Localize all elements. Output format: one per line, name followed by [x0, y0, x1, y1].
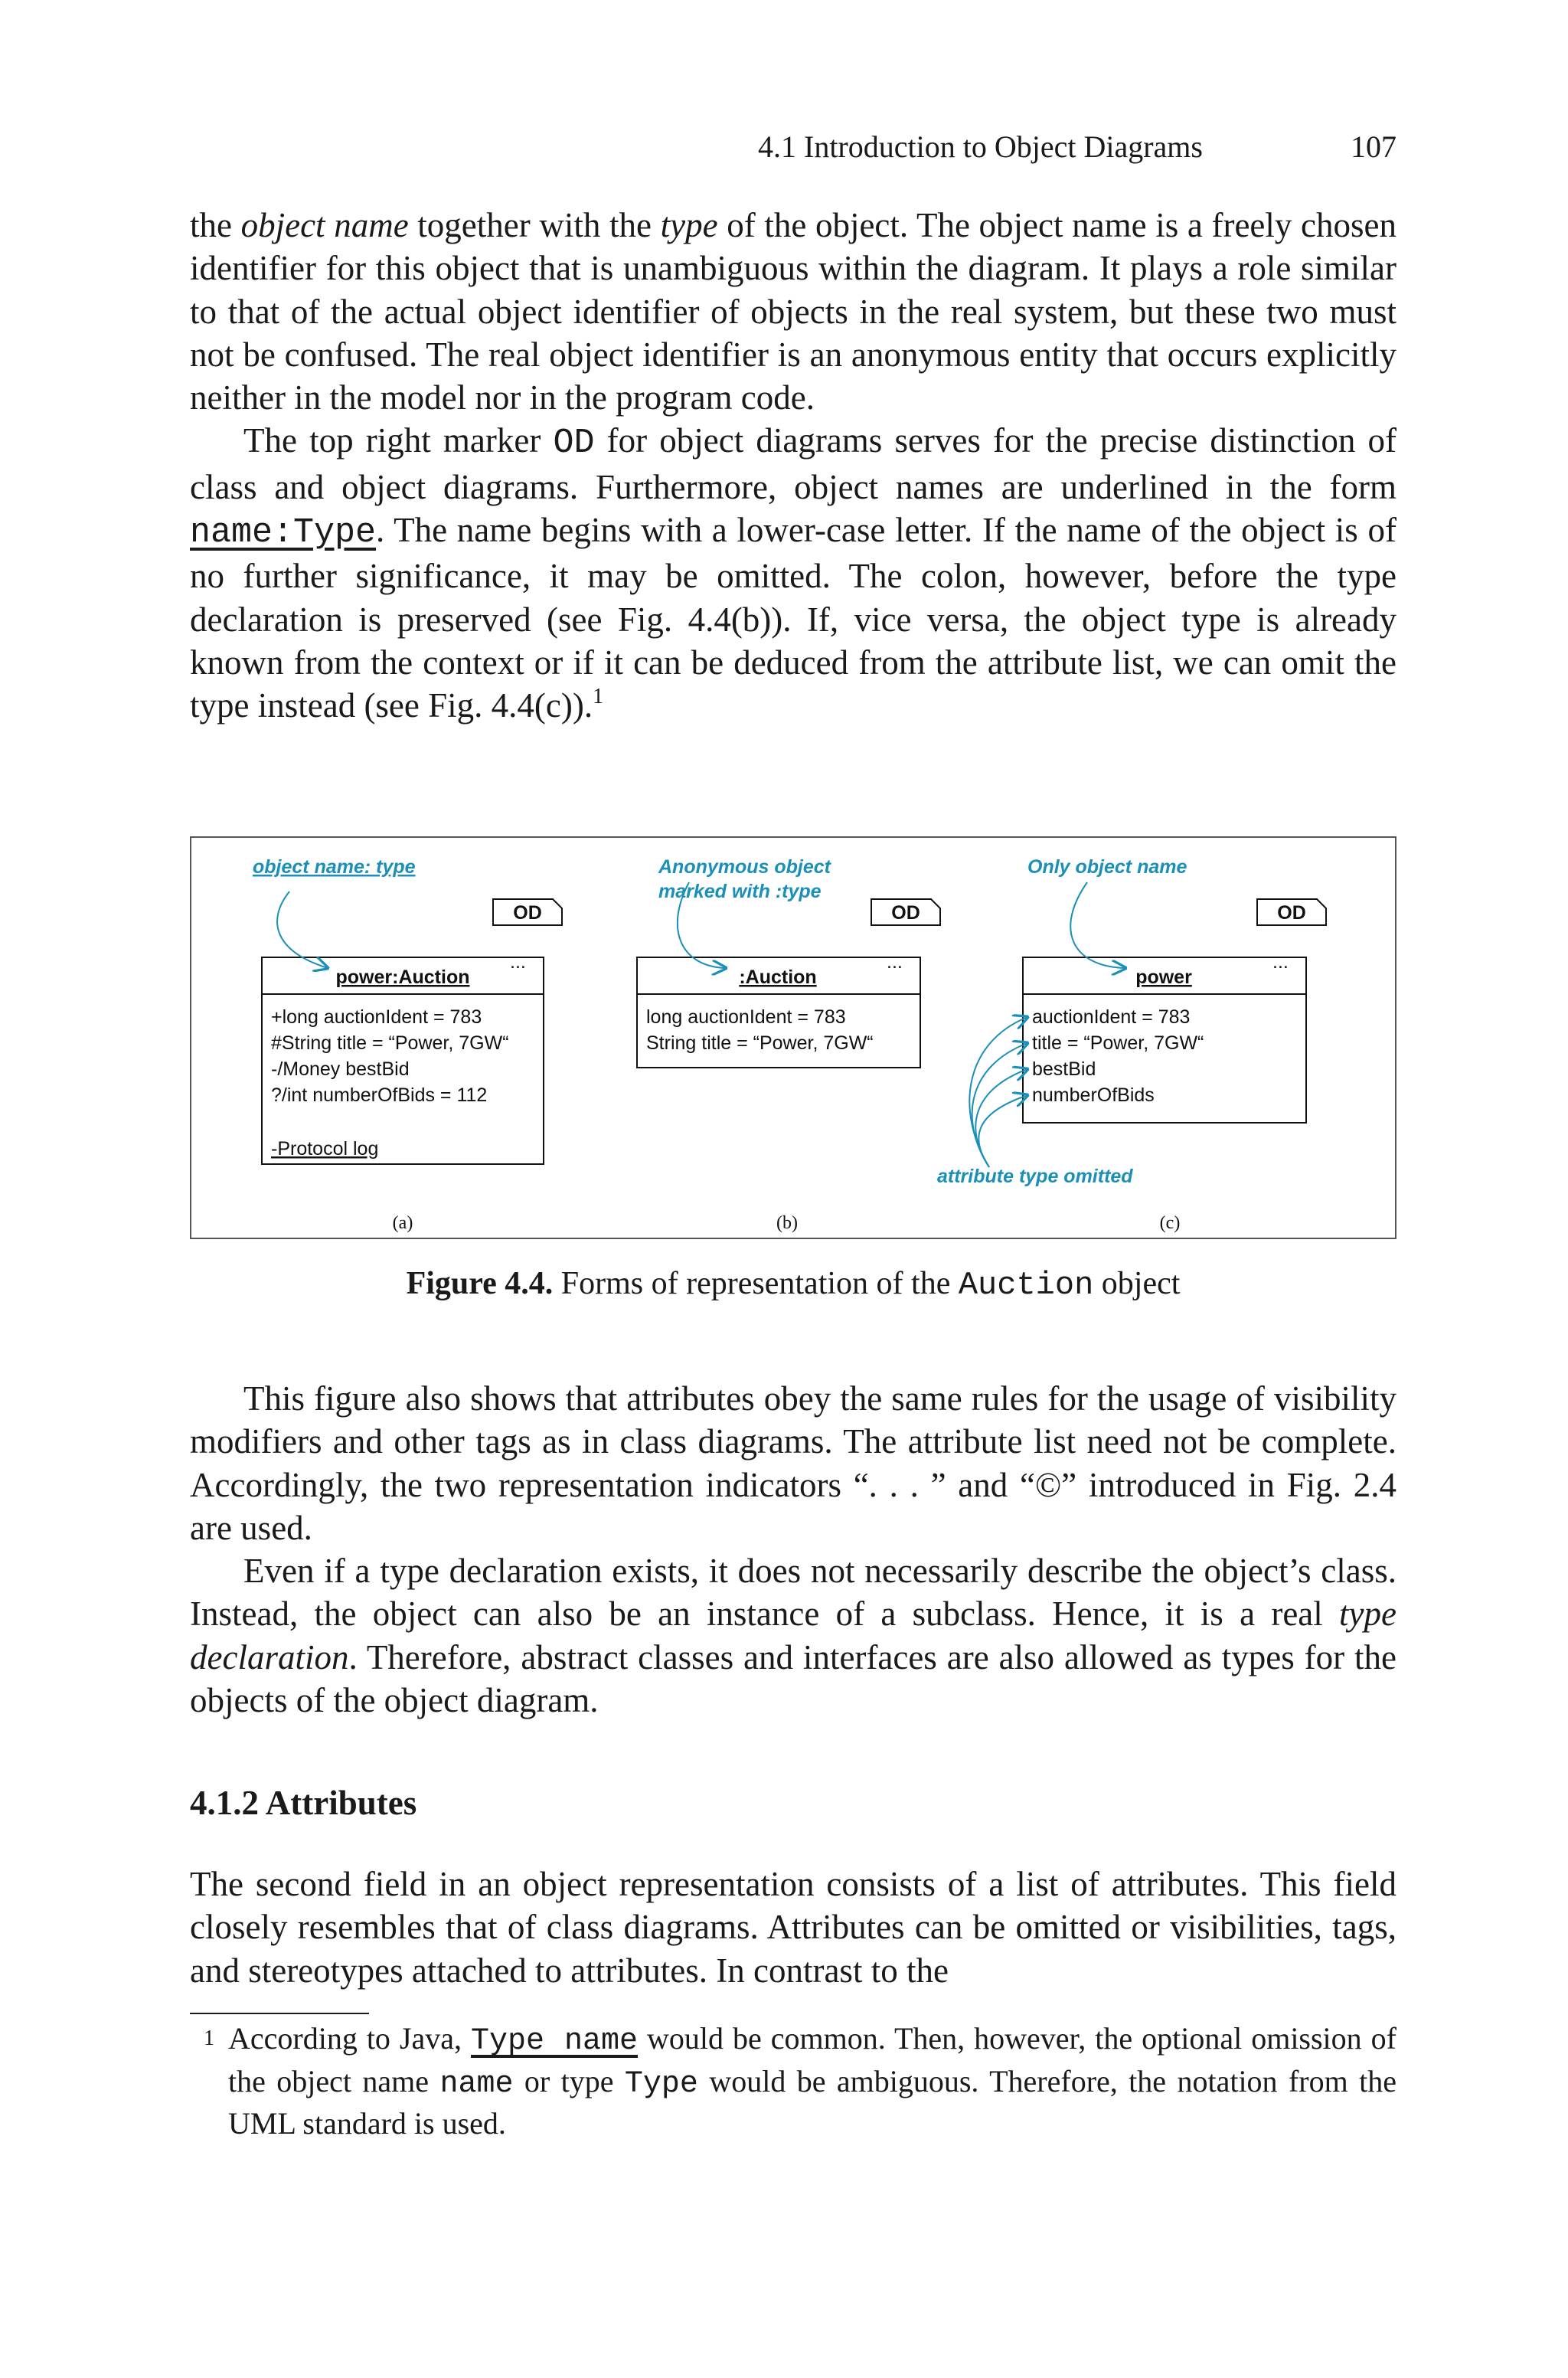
paragraph-object-name: the object name together with the type of the object. The object name is a freely chosen identifier for this object that is unambiguous within the diagram. It plays a role similar to that of the actual object identifier of objects in the real system, but these two must not be confused. The real object identifier is an anonymous entity that occurs explicitly neither in the model nor in the program code.: [190, 206, 1396, 417]
object-a-attr-1: +long auctionIdent = 783: [271, 1006, 482, 1028]
running-header-section: 4.1 Introduction to Object Diagrams: [758, 129, 1203, 164]
code-type: Type: [624, 2066, 698, 2102]
running-header: [758, 129, 1396, 167]
body-text-bottom: [190, 1863, 1396, 1992]
annotation-b-line2: marked with :type: [658, 881, 822, 902]
body-text-top: [190, 204, 1396, 728]
paragraph-type-declaration: Even if a type declaration exists, it does not necessarily describe the object’s class. Instead, the object can also be an instance of a subclass. Hence, it is a real type declaration. Therefore, abstract classes and interfaces are also allowed as types for the objects of the object diagram.: [190, 1552, 1396, 1720]
code-name-type: name:Type: [190, 513, 377, 553]
object-c-attr-3: bestBid: [1032, 1058, 1096, 1080]
object-c-attr-1: auctionIdent = 783: [1032, 1006, 1191, 1028]
object-a-attr-4: ?/int numberOfBids = 112: [271, 1084, 488, 1106]
object-a-link: -Protocol log: [271, 1138, 379, 1160]
label-a: (a): [392, 1213, 413, 1233]
annotation-c: Only object name: [1027, 856, 1187, 878]
object-c-attr-4: numberOfBids: [1032, 1084, 1155, 1106]
paragraph-od-marker: The top right marker OD for object diagrams serves for the precise distinction of class and object diagrams. Furthermore, object names are underlined in the form name:Type. The name begins with a lower-case letter. If the name of the object is of no further significance, it may be omitted. The colon, however, before the type declaration is preserved (see Fig. 4.4(b)). If, vice versa, the object type is already known from the context or if it can be deduced from the attribute list, we can omit the type instead (see Fig. 4.4(c)).$^1$: [190, 421, 1396, 725]
footnote: [190, 2019, 1396, 2144]
footnote-text: According to Java, Type name would be common. Then, however, the optional omission of the object name name or type Type would be ambiguous. Therefore, the notation from the UML standard is used.: [228, 2021, 1396, 2141]
code-auction: Auction: [958, 1267, 1094, 1303]
svg-text:OD: OD: [1277, 902, 1306, 924]
emphasis-type: type: [660, 206, 718, 244]
svg-text:OD: OD: [891, 902, 920, 924]
paragraph-attributes: The second field in an object representation consists of a list of attributes. This field closely resembles that of class diagrams. Attributes can be omitted or visibilities, tags, and stereotypes attached to attributes. In contrast to the: [190, 1865, 1396, 1990]
object-diagram-figure: [190, 836, 1396, 1239]
page-number: 107: [1351, 129, 1396, 164]
annotation-c-bottom: attribute type omitted: [937, 1166, 1133, 1187]
object-a-title: power:Auction: [335, 967, 470, 988]
footnote-reference[interactable]: 1: [593, 685, 604, 709]
emphasis-type-declaration: type declaration: [190, 1595, 1396, 1676]
paragraph-visibility: This figure also shows that attributes obey the same rules for the usage of visibility modifiers and other tags as in class diagrams. The attribute list need not be complete. Accordingly, the two representation indicators “. . . ” and “©” introduced in Fig. 2.4 are used.: [190, 1379, 1396, 1547]
code-type-name: Type name: [470, 2024, 639, 2059]
od-marker-c: [1257, 899, 1326, 925]
emphasis-object-name: object name: [240, 206, 409, 244]
object-b-attr-box: [637, 994, 920, 1068]
od-marker-b: [871, 899, 940, 925]
annotation-b-line1: Anonymous object: [658, 856, 831, 878]
arrows-attribute-type-omitted: [969, 1017, 1027, 1167]
object-a-attr-3: -/Money bestBid: [271, 1058, 410, 1080]
subsection-heading: 4.1.2 Attributes: [190, 1784, 417, 1822]
ellipsis-b: ...: [887, 951, 903, 973]
object-c-title: power: [1135, 967, 1192, 988]
footnote-rule: [190, 2013, 369, 2014]
object-a-attr-2: #String title = “Power, 7GW“: [271, 1032, 509, 1054]
figure-caption: Figure 4.4. Forms of representation of the Auction object: [406, 1266, 1181, 1303]
footnote-number: 1: [204, 2026, 214, 2050]
od-marker-a: [493, 899, 562, 925]
body-text-middle: [190, 1377, 1396, 1722]
object-b-title: :Auction: [739, 967, 817, 988]
figure-4-4: [190, 836, 1396, 1239]
svg-text:OD: OD: [513, 902, 542, 924]
code-name: name: [439, 2066, 514, 2102]
label-b: (b): [776, 1213, 798, 1233]
annotation-a: object name: type: [253, 856, 416, 878]
object-b-attr-2: String title = “Power, 7GW“: [646, 1032, 874, 1054]
code-od: OD: [553, 424, 595, 463]
ellipsis-c: ...: [1272, 951, 1289, 973]
ellipsis-a: ...: [510, 951, 526, 973]
arrow-c: [1070, 882, 1125, 968]
object-b-attr-1: long auctionIdent = 783: [646, 1006, 846, 1028]
object-c-attr-2: title = “Power, 7GW“: [1032, 1032, 1204, 1054]
label-c: (c): [1159, 1213, 1181, 1233]
figure-caption-label: Figure 4.4.: [406, 1266, 554, 1301]
